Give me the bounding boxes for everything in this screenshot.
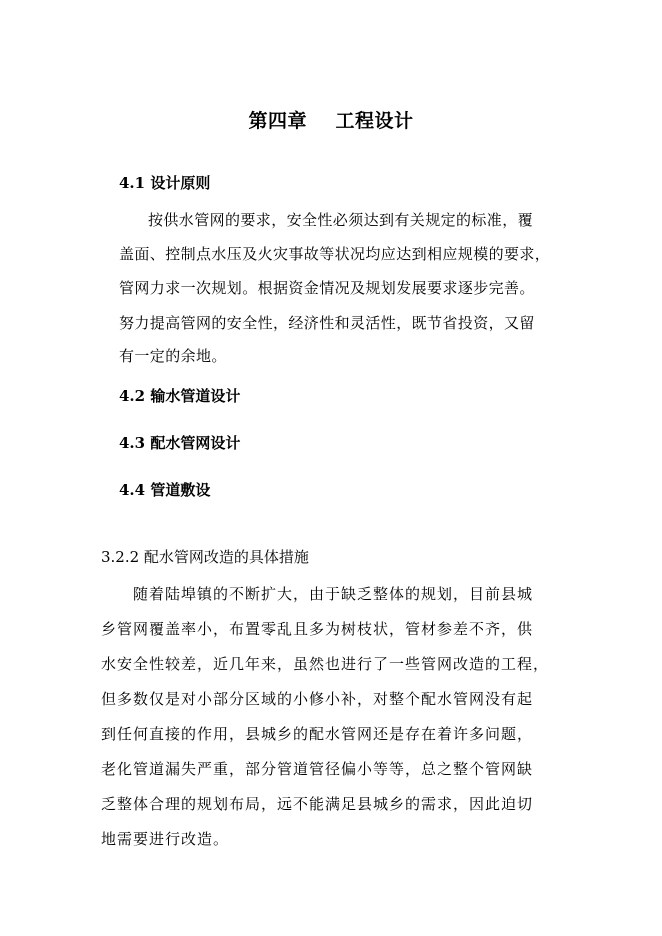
chapter-title: 第四章 工程设计 bbox=[248, 110, 414, 132]
body-line: 努力提高管网的安全性，经济性和灵活性，既节省投资，又留 bbox=[119, 314, 535, 332]
subsection-heading-3-2-2: 3.2.2 配水管网改造的具体措施 bbox=[101, 548, 309, 566]
section-heading-4-3: 4.3 配水管网设计 bbox=[119, 434, 241, 452]
body-line: 乡管网覆盖率小，布置零乱且多为树枝状，管材参差不齐，供 bbox=[101, 620, 534, 638]
body-line: 管网力求一次规划。根据资金情况及规划发展要求逐步完善。 bbox=[119, 279, 535, 297]
body-line: 盖面、控制点水压及火灾事故等状况均应达到相应规模的要求， bbox=[119, 245, 551, 263]
body-line: 水安全性较差，近几年来，虽然也进行了一些管网改造的工程， bbox=[101, 655, 550, 673]
body-line: 有一定的余地。 bbox=[119, 347, 227, 365]
body-line: 地需要进行改造。 bbox=[101, 830, 230, 848]
section-heading-4-4: 4.4 管道敷设 bbox=[119, 481, 211, 499]
body-line: 乏整体合理的规划布局，远不能满足县城乡的需求，因此迫切 bbox=[101, 795, 534, 813]
body-line: 到任何直接的作用，县城乡的配水管网还是存在着许多问题， bbox=[101, 725, 534, 743]
body-line: 随着陆埠镇的不断扩大，由于缺乏整体的规划，目前县城 bbox=[133, 585, 534, 603]
body-line: 但多数仅是对小部分区域的小修小补，对整个配水管网没有起 bbox=[101, 690, 534, 708]
body-line: 老化管道漏失严重，部分管道管径偏小等等，总之整个管网缺 bbox=[101, 760, 534, 778]
body-line: 按供水管网的要求，安全性必须达到有关规定的标准，覆 bbox=[148, 211, 534, 229]
section-heading-4-2: 4.2 输水管道设计 bbox=[119, 387, 241, 405]
section-heading-4-1: 4.1 设计原则 bbox=[119, 174, 211, 192]
